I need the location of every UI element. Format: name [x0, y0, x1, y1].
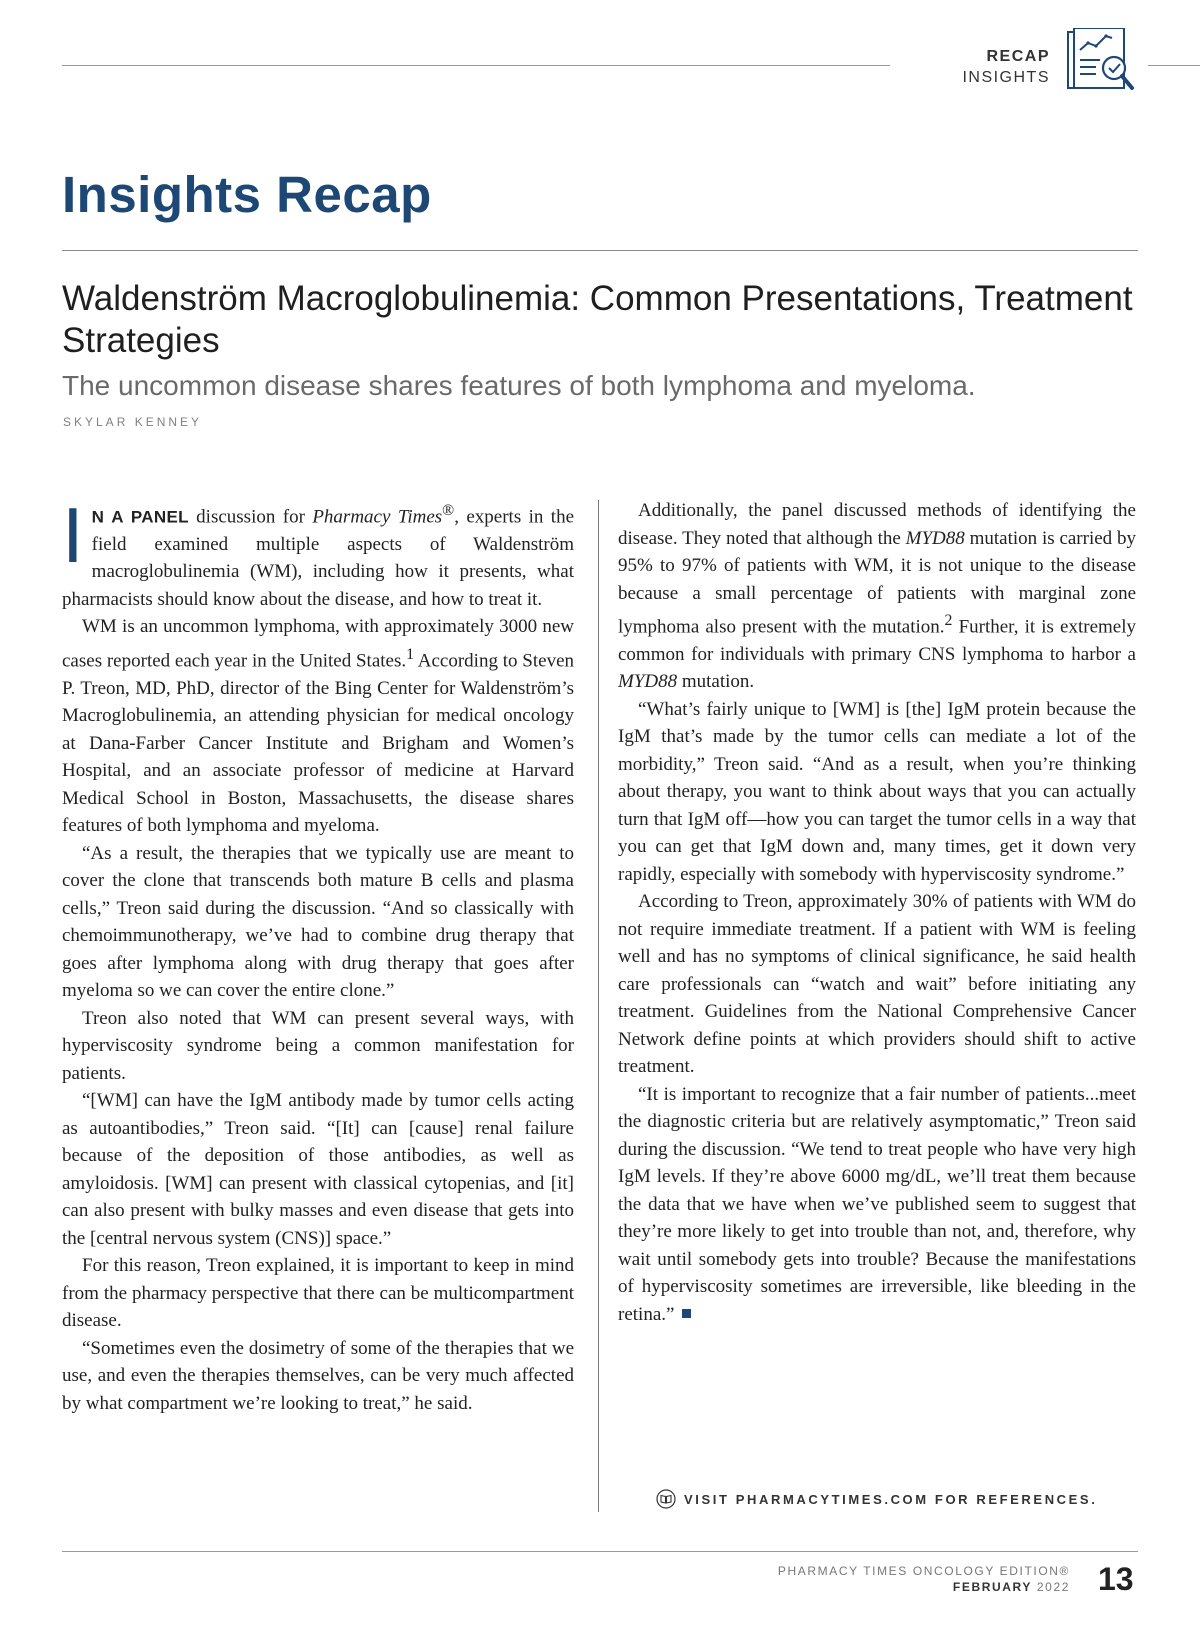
- paragraph-5: “[WM] can have the IgM antibody made by tumor cells acting as autoantibodies,” Treon said. “[It] can [cause] renal failure because of the deposition of those antibodies, as well as amyloidosis. [WM] can present with classical cytopenias, and [it] can also present with bulky masses and even disease that gets into the [central nervous system (CNS)] space.”: [62, 1090, 574, 1249]
- p8-text-c: Further, it is extremely common for individuals with primary CNS lymphoma to harbor a: [618, 616, 1136, 665]
- issue-month: FEBRUARY: [952, 1580, 1032, 1594]
- end-of-article-mark: [682, 1309, 691, 1318]
- p1-text-b: , experts in the field examined multiple aspects of Waldenström macroglobulinemia (WM), including how it presents, what pharmacists should know about the disease, and how to treat it.: [62, 506, 575, 610]
- issue-date: [778, 1579, 1070, 1595]
- paragraph-2: [62, 613, 574, 839]
- paragraph-3: “As a result, the therapies that we typically use are meant to cover the clone that transcends both mature B cells and plasma cells,” Treon said during the discussion. “And so classically with chemoimmunotherapy, we’ve had to combine drug therapy that goes after lymphoma along with drug therapy that goes after myeloma so we can cover the entire clone.”: [62, 842, 574, 1002]
- page-number: 13: [1098, 1561, 1134, 1597]
- paragraph-9: “What’s fairly unique to [WM] is [the] IgM protein because the IgM that’s made by the tumor cells can mediate a lot of the morbidity,” Treon said. “And as a result, when you’re thinking about therapy, you want to think about ways that you can actually turn that IgM off—how you can target the tumor cells in a way that you can get that IgM down and, many times, get it down very rapidly, especially with somebody with hyperviscosity syndrome.”: [618, 698, 1136, 885]
- section-title: Insights Recap: [62, 166, 432, 223]
- article-column-left: [62, 491, 575, 1417]
- section-tag: [962, 46, 1050, 88]
- p2-text-a: WM is an uncommon lymphoma, with approximately 3000 new cases reported each year in the United States.: [62, 616, 574, 672]
- p8-text-b: mutation is carried by 95% to 97% of patients with WM, it is not unique to the disease because a small percentage of patients with marginal zone lymphoma also present with the mutation.: [618, 527, 1136, 638]
- issue-year: 2022: [1036, 1580, 1070, 1594]
- registered-mark: ®: [442, 502, 455, 519]
- section-tag-recap: RECAP: [986, 48, 1050, 65]
- header-rule-right: [1148, 65, 1200, 66]
- citation-2: 2: [944, 612, 953, 629]
- footer-publication: [778, 1563, 1070, 1595]
- gene-name-1: MYD88: [905, 527, 965, 549]
- p11-text: “It is important to recognize that a fair number of patients...meet the diagnostic criteria but are relatively asymptomatic,” Treon said during the discussion. “We tend to treat people who have very high IgM levels. If they’re above 6000 mg/dL, we’ll treat them because the data that we have when we’ve published seem to suggest that they’re more likely to get into trouble than not, and, therefore, why wait until somebody gets into trouble? Because the manifestations of hyperviscosity sometimes are irreversible, like bleeding in the retina.”: [618, 1083, 1136, 1325]
- p2-text-b: According to Steven P. Treon, MD, PhD, director of the Bing Center for Waldenström’s Macroglobulinemia, an attending physician for medical oncology at Dana-Farber Cancer Institute and Brigham and Women’s Hospital, and an associate professor of medicine at Harvard Medical School in Boston, Massachusetts, the disease shares features of both lymphoma and myeloma.: [62, 650, 574, 837]
- publication-name: Pharmacy Times: [312, 506, 443, 528]
- chart-report-magnifier-icon: [1066, 28, 1146, 100]
- article-column-right: [618, 497, 1136, 1328]
- section-tag-insights: INSIGHTS: [962, 69, 1050, 86]
- paragraph-6: For this reason, Treon explained, it is important to keep in mind from the pharmacy perspective that there can be multicompartment disease.: [62, 1255, 574, 1332]
- p1-text-a: discussion for: [188, 506, 313, 528]
- paragraph-10: According to Treon, approximately 30% of patients with WM do not require immediate treatment. If a patient with WM is feeling well and has no symptoms of clinical significance, he said health care professionals can “watch and wait” before initiating any treatment. Guidelines from the National Comprehensive Cancer Network define points at which providers should shift to active treatment.: [618, 891, 1136, 1078]
- book-icon: [656, 1489, 676, 1509]
- references-text: VISIT PHARMACYTIMES.COM FOR REFERENCES.: [684, 1491, 1098, 1507]
- publication-name-footer: PHARMACY TIMES ONCOLOGY EDITION®: [777, 1564, 1070, 1578]
- article-byline: SKYLAR KENNEY: [63, 415, 203, 429]
- gene-name-2: MYD88: [618, 671, 678, 693]
- lead-in: N A PANEL: [91, 507, 189, 527]
- p8-text-d: mutation.: [677, 671, 755, 693]
- paragraph-11: [618, 1081, 1136, 1329]
- references-link[interactable]: [656, 1489, 1097, 1509]
- header-rule-left: [62, 65, 890, 66]
- title-rule: [62, 250, 1138, 251]
- column-divider: [598, 500, 599, 1512]
- paragraph-1: [62, 491, 575, 613]
- paragraph-7: “Sometimes even the dosimetry of some of the therapies that we use, and even the therapies themselves, can be very much affected by what compartment we’re looking to treat,” he said.: [62, 1337, 574, 1414]
- paragraph-8: [618, 497, 1136, 696]
- article-headline: Waldenström Macroglobulinemia: Common Presentations, Treatment Strategies: [62, 279, 1133, 360]
- drop-cap: I: [62, 491, 84, 579]
- paragraph-4: Treon also noted that WM can present several ways, with hyperviscosity syndrome being a common manifestation for patients.: [62, 1007, 574, 1084]
- footer-rule: [62, 1551, 1138, 1552]
- article-subhead: The uncommon disease shares features of both lymphoma and myeloma.: [62, 370, 976, 401]
- citation-1: 1: [406, 645, 415, 663]
- p8-text-a: Additionally, the panel discussed methods of identifying the disease. They noted that although the: [618, 500, 1136, 549]
